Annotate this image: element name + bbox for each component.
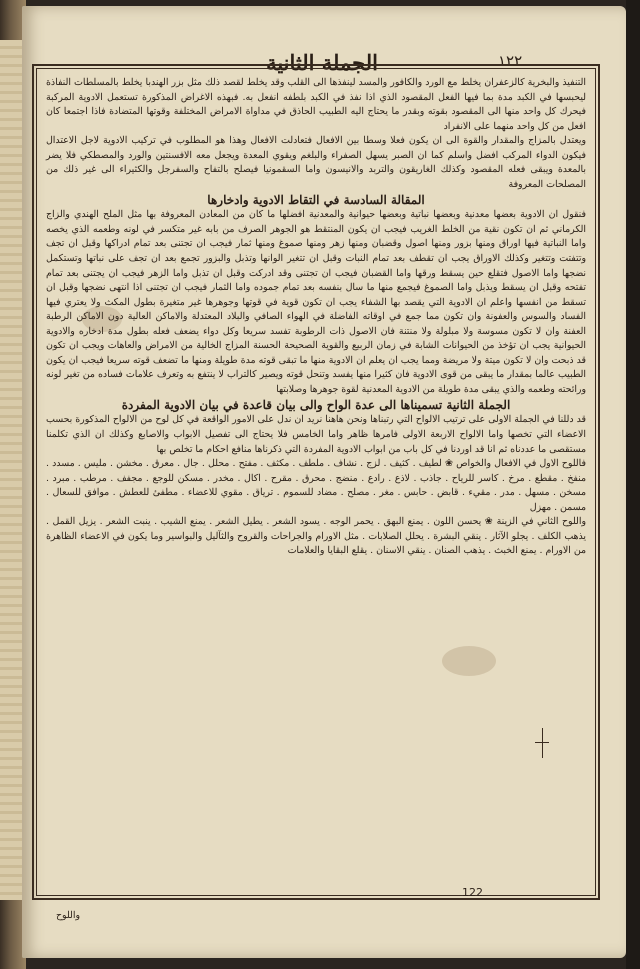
table-entry: واللوح الثاني في الزينة ❀ يحسن اللون . يمنع البهق . يحمر الوجه . يسود الشعر . يطيل الشعر . يمنع الشيب . ينبت الشعر . يزيل القمل . يذهب الكلف . يجلو الآثار . ينقي البشرة . يحلل الصلابات . مثل الاورام والجراحات والقروح والثآليل والبواسير وما يكون في الاعضاء الظاهرة من الاورام . يمنع الخبث . يذهب الصنان . ينقي الاسنان . يقلع البقايا والعلامات	[46, 516, 586, 557]
manuscript-page	[22, 6, 626, 958]
margin-mark	[535, 742, 549, 743]
paragraph: قد دللنا في الجملة الاولى على ترتيب الالواح التي رتبناها ونحن هاهنا نريد ان ندل على الامور الواقعة في كل لوح من الالواح المذكورة بحسب الاعضاء التي تخصها واما الالواح الاربعة الاولى فامرها ظاهر واما الخامس فلا يحتاج الى تفصيل الابواب والاصابع وكذلك ان الذي تكلمنا مستقصى ما عددناه ثم انا قد اوردنا في كل باب من ابواب الادوية المفردة التي ذكرناها منافع احكام ما تخلص بها	[46, 414, 586, 455]
folio-number: 122	[462, 886, 483, 899]
section-heading: المقالة السادسة في التقاط الادوية وادخارها	[207, 193, 425, 208]
background-edge	[626, 0, 640, 969]
paragraph: التنفيذ والبخرية كالزعفران يخلط مع الورد والكافور والمسد لينفذها الى القلب وقد يخلط لقصد ذلك مثل بزر الهندبا يخلط بالمسلطات النفاذة ليحبسها في الكبد مدة بما فيها الفعل المقصود الذي اذا نفذ في الكبد بلطفه انفعل به. فبهذه الاغراض المذكورة تستعمل الادوية المركبة فيحرك كل واحد منها الى المقصود بقوته وبقدر ما يحتاج اليه الطبيب الحاذق في مداواة الامراض المختلفة وقوتها المتضادة فاذا اجتمعا كان افعل من كل واحد منهما على الانفراد	[46, 77, 586, 132]
catchword: واللوح	[56, 910, 80, 921]
page-header	[22, 22, 626, 75]
paragraph: فنقول ان الادوية بعضها معدنية وبعضها نباتية وبعضها حيوانية والمعدنية افضلها ما كان من المعادن المعروفة بها مثل الملح الهندي والزاج الكرماني ثم ان تكون نقية من الخلط الغريب فيجب ان يكون المنتقط هو الجوهر الصرف من بابه غير متكسر في لونه وطعمه الذي يخصه واما النباتية فيها اوراق ومنها بزور ومنها اصول وقضبان ومنها زهر ومنها صموغ ومنها ثمار فيجب ان تجتنى بعد تمام ادراكها وقبل ان تجف وتتفتت وتتغير وكذلك الاوراق يجب ان تقطف بعد تمام النبات وقبل ان تتغير الوانها وتذبل والبزور تجمع بعد ان تجف على نباتها وتستكمل نضجها واما الاصول فتقلع حين يسقط ورقها واما القضبان فيجب ان تجتنى وقد ادركت وقبل ان تذبل واما الزهر فيجب ان يجتنى بعد تمام تفتحه وقبل ان يسقط ويذبل واما الصموغ فيجمع منها ما سال بنفسه بعد تمام جموده واما الثمار فيجب ان تجتنى اذا انتهى نضجها وقبل ان تسقط من انفسها واعلم ان الادوية التي يقصد بها الشفاء يجب ان تكون قوية في قوتها وجوهرها غير متغيرة بطول المكث ولا يعتري فيها الفساد والسوس والعفونة وان تكون مما جمع في اوقاته الفاضلة في الهواء الصافي والبلاد المعتدلة والاماكن العالية دون الاماكن الرطبة العفنة وان لا تكون مسوسة ولا مبلولة ولا منتنة فان الاصول ذات الرطوبة تفسد سريعا وكل دواء يضعف فعله بطول مدة ادخاره والادوية الحيوانية يجب ان تؤخذ من الحيوانات الشابة في زمان الربيع والقوية الصحيحة الحسنة المزاج الخالية من الامراض والعاهات ويجب ان تكون قد ذبحت وان لا تكون ميتة ولا مريضة ومما يجب ان يعلم ان الادوية منها ما تبقى قوته مدة طويلة ومنها ما تضعف قوته سريعا فيجب ان يكون الطبيب عالما بمقدار ما يبقى من قوى الادوية فان كثيرا منها يفسد وتنحل قوته ويصير كالتراب لا ينتفع به وتعرف علامات فساده من تغير لونه ورائحته وطعمه والذي يبقى مدة طويلة من الادوية المعدنية لقوة جوهرها وصلابتها	[46, 209, 586, 395]
section-heading: الجملة الثانية تسميناها الى عدة الواح والى بيان قاعدة في بيان الادوية المفردة	[121, 398, 511, 413]
running-head: الجملة الثانية	[266, 50, 378, 75]
text-frame	[32, 64, 600, 921]
page-number: ١٢٢	[498, 52, 523, 70]
text-block	[46, 76, 586, 559]
table-entry: فاللوح الاول في الافعال والخواص ❀ لطيف . كثيف . لزج . نشاف . ملطف . مكثف . مفتح . محلل . جال . معرق . مخشن . مليس . مسدد . منفخ . مقطع . مرخ . كاسر للرياح . جاذب . لاذع . رادع . منضج . محرق . مقرح . اكال . مخدر . مسكن للوجع . مجفف . مرطب . مبرد . مسخن . مسهل . مدر . مقيء . قابض . حابس . مغر . مصلح . مضاد للسموم . ترياق . مقوي للاعضاء . مطفئ للعطش . موافق للسعال . مسمن . مهزل	[46, 458, 586, 513]
margin-mark	[542, 728, 543, 758]
left-page-edge	[0, 40, 23, 900]
paragraph: ويعتدل بالمزاج والمقدار والقوة الى ان يكون فعلا وسطا بين الافعال فتعادلت الافعال وهذا هو المطلوب في تركيب الادوية لاجل الاعتدال فيكون الدواء المركب افضل واسلم كما ان الصبر يسهل الصفراء والبلغم ويقوي المعدة ويجعل معه الافسنتين والورد والمصطكي فلا يضر بالمعدة ويبقى فعله المقصود وكذلك الغاريقون والتربد والانيسون واما السقمونيا فيصلح بالتفاح والسفرجل والكثيراء الى غير ذلك من المصلحات المعروفة	[46, 135, 586, 190]
